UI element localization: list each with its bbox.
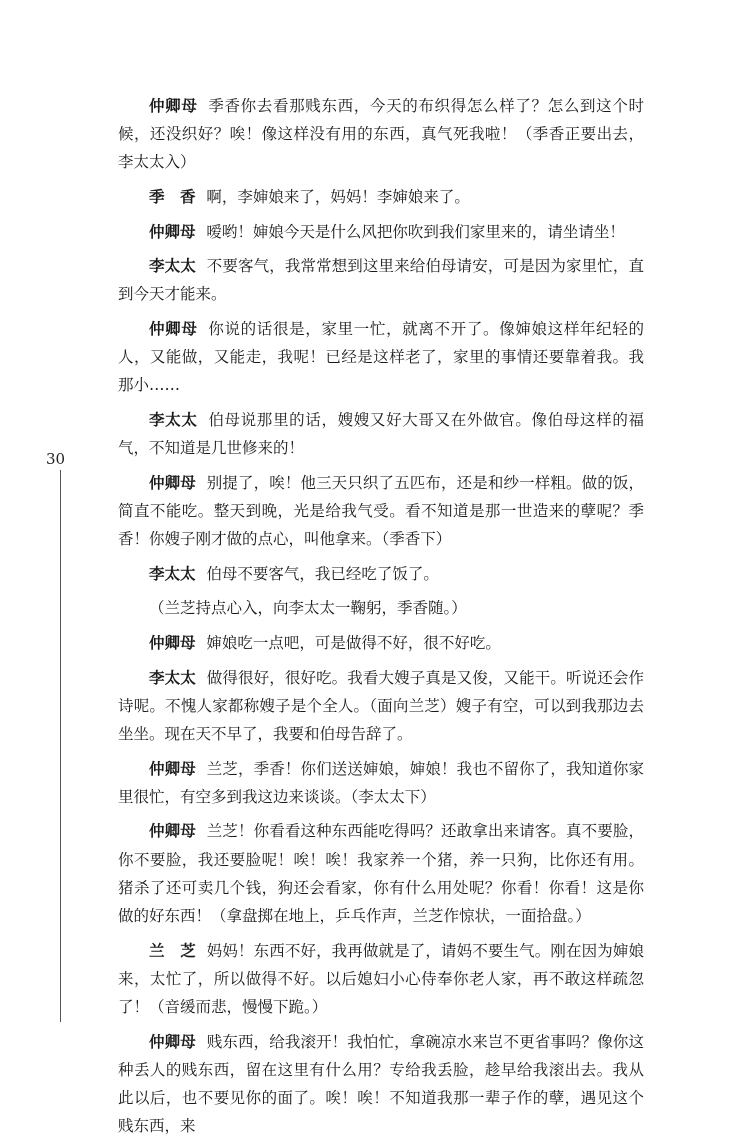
speaker-name: 李太太 <box>149 563 196 583</box>
stage-direction <box>118 594 644 622</box>
dialogue-text: 兰芝！你看看这种东西能吃得吗？还敢拿出来请客。真不要脸，你不要脸，我还要脸呢！唉！唉！我家养一个猪，养一只狗，比你还有用。猪杀了还可卖几个钱，狗还会看家，你有什么用处呢？你看！你看！这是你做的好东西！（拿盘掷在地上，乒乓作声，兰芝作惊状，一面拾盘。） <box>118 822 644 925</box>
speaker-name: 仲卿母 <box>149 1031 196 1051</box>
speaker-name: 仲卿母 <box>149 758 196 778</box>
dialogue-paragraph <box>118 92 644 177</box>
dialogue-paragraph <box>118 1028 644 1141</box>
dialogue-text: 别提了，唉！他三天只织了五匹布，还是和纱一样粗。做的饭，简直不能吃。整天到晚，光是给我气受。看不知道是那一世造来的孽呢？季香！你嫂子刚才做的点心，叫他拿来。（季香下） <box>118 473 644 549</box>
dialogue-paragraph <box>118 937 644 1022</box>
dialogue-text: 婶娘吃一点吧，可是做得不好，很不好吃。 <box>206 633 501 652</box>
dialogue-paragraph <box>118 218 644 246</box>
dialogue-paragraph <box>118 629 644 657</box>
dialogue-paragraph <box>118 755 644 811</box>
dialogue-text: 伯母不要客气，我已经吃了饭了。 <box>206 564 439 583</box>
dialogue-text: 嗳哟！婶娘今天是什么风把你吹到我们家里来的，请坐请坐！ <box>206 222 625 241</box>
speaker-name: 仲卿母 <box>149 221 196 241</box>
dialogue-paragraph <box>118 406 644 462</box>
speaker-name: 仲卿母 <box>149 821 196 841</box>
script-text <box>118 92 644 1147</box>
dialogue-text: 季香你去看那贱东西，今天的布织得怎么样了？怎么到这个时候，还没织好？唉！像这样没有用的东西，真气死我啦！（季香正要出去，李太太入） <box>118 97 644 172</box>
dialogue-paragraph <box>118 315 644 400</box>
dialogue-paragraph <box>118 469 644 554</box>
dialogue-paragraph <box>118 664 644 749</box>
margin-rule <box>60 470 61 1022</box>
dialogue-text: 做得很好，很好吃。我看大嫂子真是又俊，又能干。听说还会作诗呢。不愧人家都称嫂子是个全人。（面向兰芝）嫂子有空，可以到我那边去坐坐。现在天不早了，我要和伯母告辞了。 <box>118 668 644 743</box>
dialogue-paragraph <box>118 560 644 588</box>
dialogue-paragraph <box>118 183 644 211</box>
dialogue-paragraph <box>118 252 644 308</box>
speaker-name: 季 香 <box>149 187 196 206</box>
dialogue-paragraph <box>118 817 644 930</box>
stage-direction-text: （兰芝持点心入，向李太太一鞠躬，季香随。） <box>149 599 467 618</box>
speaker-name: 仲卿母 <box>149 472 196 492</box>
dialogue-text: 兰芝，季香！你们送送婶娘，婶娘！我也不留你了，我知道你家里很忙，有空多到我这边来谈谈。（李太太下） <box>118 759 644 806</box>
dialogue-text: 不要客气，我常常想到这里来给伯母请安，可是因为家里忙，直到今天才能来。 <box>118 257 644 304</box>
dialogue-text: 啊，李婶娘来了，妈妈！李婶娘来了。 <box>206 188 470 206</box>
dialogue-text: 贱东西，给我滚开！我怕忙，拿碗凉水来岂不更省事吗？像你这种丢人的贱东西，留在这里有什么用？专给我丢脸，趁早给我滚出去。我从此以后，也不要见你的面了。唉！唉！不知道我那一辈子作的孽，遇见这个贱东西，来 <box>118 1032 644 1136</box>
speaker-name: 仲卿母 <box>149 632 196 652</box>
dialogue-text: 你说的话很是，家里一忙，就离不开了。像婶娘这样年纪轻的人，又能做，又能走，我呢！已经是这样老了，家里的事情还要靠着我。我那小…… <box>118 319 644 395</box>
dialogue-text: 伯母说那里的话，嫂嫂又好大哥又在外做官。像伯母这样的福气，不知道是几世修来的！ <box>118 410 644 458</box>
dialogue-text: 妈妈！东西不好，我再做就是了，请妈不要生气。刚在因为婶娘来，太忙了，所以做得不好。以后媳妇小心侍奉你老人家，再不敢这样疏忽了！（音缓而悲，慢慢下跪。） <box>118 941 644 1016</box>
speaker-name: 李太太 <box>149 256 196 276</box>
speaker-name: 李太太 <box>149 409 198 429</box>
speaker-name: 李太太 <box>149 667 196 687</box>
speaker-name: 仲卿母 <box>149 96 198 115</box>
speaker-name: 仲卿母 <box>149 318 198 338</box>
page-number: 30 <box>46 450 66 468</box>
speaker-name: 兰 芝 <box>149 940 196 960</box>
